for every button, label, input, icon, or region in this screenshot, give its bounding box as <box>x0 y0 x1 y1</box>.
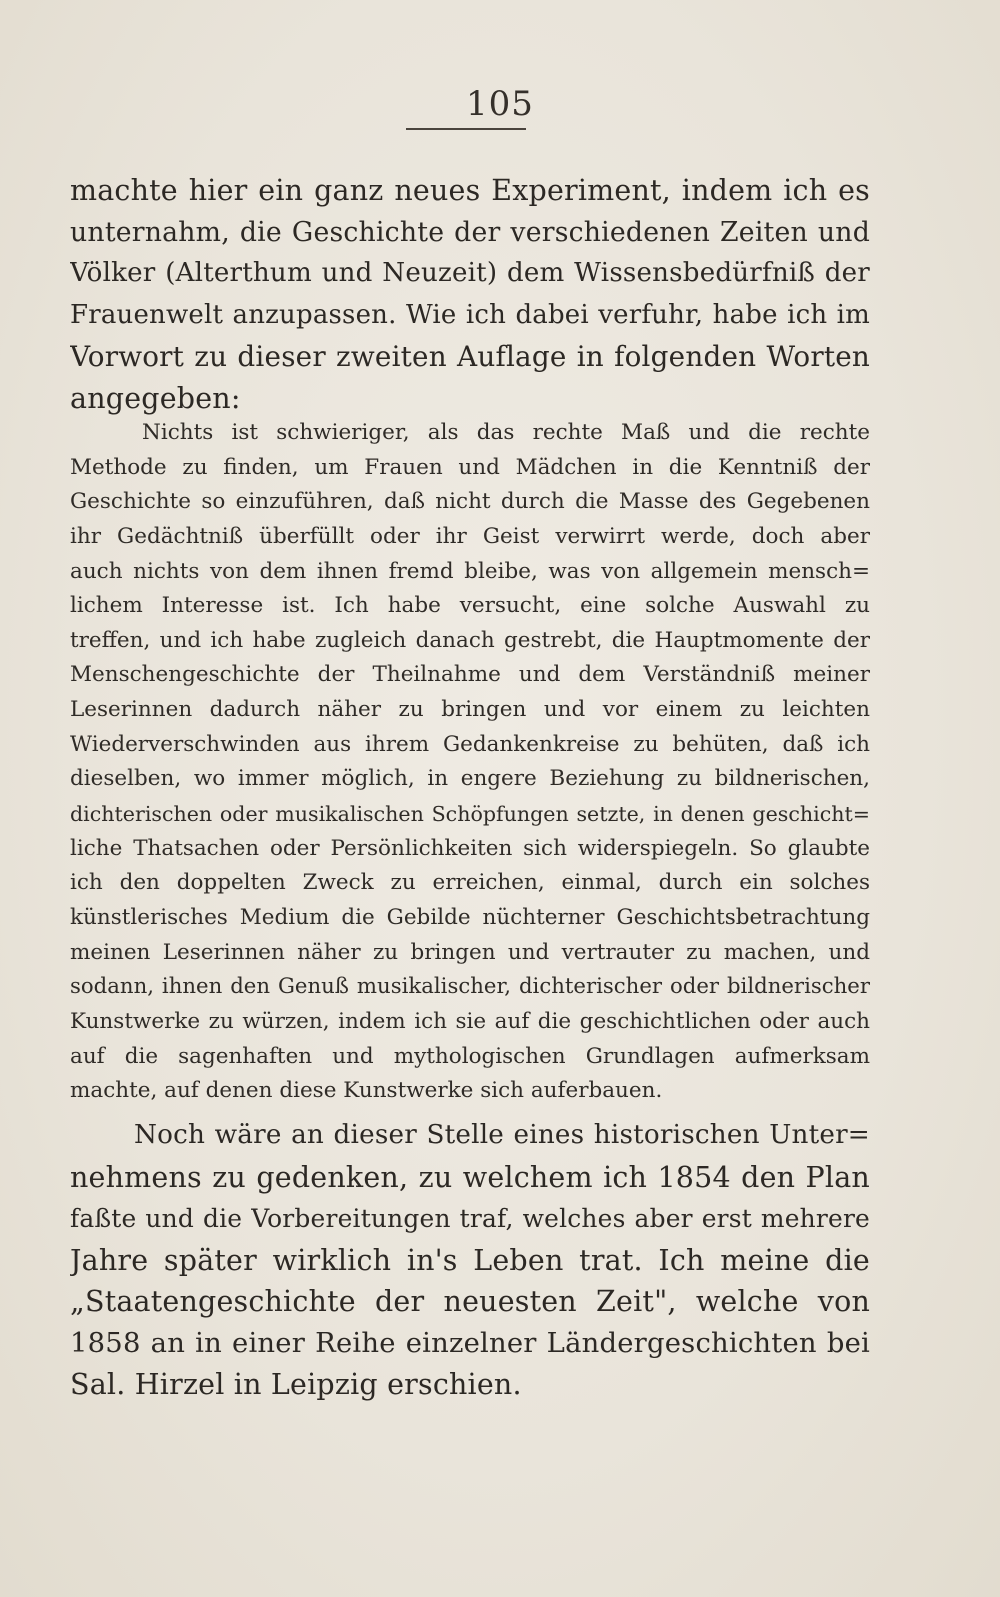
quote-line: lichem Interesse ist. Ich habe versucht, eine solche Auswahl zu <box>70 593 870 619</box>
text-line: Jahre später wirklich in's Leben trat. Ich meine die <box>70 1243 870 1277</box>
text-line: Vorwort zu dieser zweiten Auflage in folgenden Worten <box>70 340 870 373</box>
quote-line: sodann, ihnen den Genuß musikalischer, dichterischer oder bildnerischer <box>70 974 870 1000</box>
text-line: faßte und die Vorbereitungen traf, welches aber erst mehrere <box>70 1204 870 1233</box>
quote-line: treffen, und ich habe zugleich danach gestrebt, die Hauptmomente der <box>70 627 870 653</box>
quote-line: dichterischen oder musikalischen Schöpfungen setzte, in denen geschicht= <box>70 802 870 827</box>
text-line: Sal. Hirzel in Leipzig erschien. <box>70 1368 522 1401</box>
text-line: 1858 an in einer Reihe einzelner Ländergeschichten bei <box>70 1327 870 1359</box>
quote-line: auf die sagenhaften und mythologischen Grundlagen aufmerksam <box>70 1043 870 1069</box>
text-line: „Staatengeschichte der neuesten Zeit", welche von <box>70 1285 870 1318</box>
quote-line: Menschengeschichte der Theilnahme und dem Verständniß meiner <box>70 662 870 688</box>
quote-line: Leserinnen dadurch näher zu bringen und vor einem zu leichten <box>70 697 870 723</box>
quote-line: künstlerisches Medium die Gebilde nüchterner Geschichtsbetrachtung <box>70 904 870 930</box>
quoted-preface <box>70 416 870 1109</box>
text-line: nehmens zu gedenken, zu welchem ich 1854 den Plan <box>70 1160 870 1194</box>
quote-line: Geschichte so einzuführen, daß nicht durch die Masse des Gegebenen <box>70 489 870 515</box>
quote-line: liche Thatsachen oder Persönlichkeiten sich widerspiegeln. So glaubte <box>70 835 870 861</box>
quote-line: Kunstwerke zu würzen, indem ich sie auf die geschichtlichen oder auch <box>70 1008 870 1034</box>
quote-line: auch nichts von dem ihnen fremd bleibe, was von allgemein mensch= <box>70 558 870 584</box>
quote-line: Wiederverschwinden aus ihrem Gedankenkreise zu behüten, daß ich <box>70 731 870 757</box>
quote-line: ich den doppelten Zweck zu erreichen, einmal, durch ein solches <box>70 870 870 896</box>
quote-line: meinen Leserinnen näher zu bringen und vertrauter zu machen, und <box>70 939 870 965</box>
quote-line: machte, auf denen diese Kunstwerke sich auferbauen. <box>70 1078 663 1104</box>
text-line: angegeben: <box>70 381 241 415</box>
text-line: Noch wäre an dieser Stelle eines historischen Unter= <box>134 1120 870 1150</box>
text-line: unternahm, die Geschichte der verschiedenen Zeiten und <box>70 216 870 248</box>
quote-line: dieselben, wo immer möglich, in engere Beziehung zu bildnerischen, <box>70 766 870 792</box>
text-line: Frauenwelt anzupassen. Wie ich dabei verfuhr, habe ich im <box>70 299 870 330</box>
paragraph-1 <box>70 170 870 419</box>
quote-line: ihr Gedächtniß überfüllt oder ihr Geist verwirrt werde, doch aber <box>70 523 870 549</box>
quote-line: Methode zu finden, um Frauen und Mädchen in die Kenntniß der <box>70 454 870 480</box>
page-number: 105 <box>466 84 534 124</box>
text-line: Völker (Alterthum und Neuzeit) dem Wissensbedürfniß der <box>70 258 870 288</box>
paragraph-2 <box>70 1115 870 1406</box>
text-line: machte hier ein ganz neues Experiment, indem ich es <box>70 174 870 207</box>
quote-line: Nichts ist schwieriger, als das rechte Maß und die rechte <box>142 420 870 445</box>
header-rule <box>406 128 526 130</box>
